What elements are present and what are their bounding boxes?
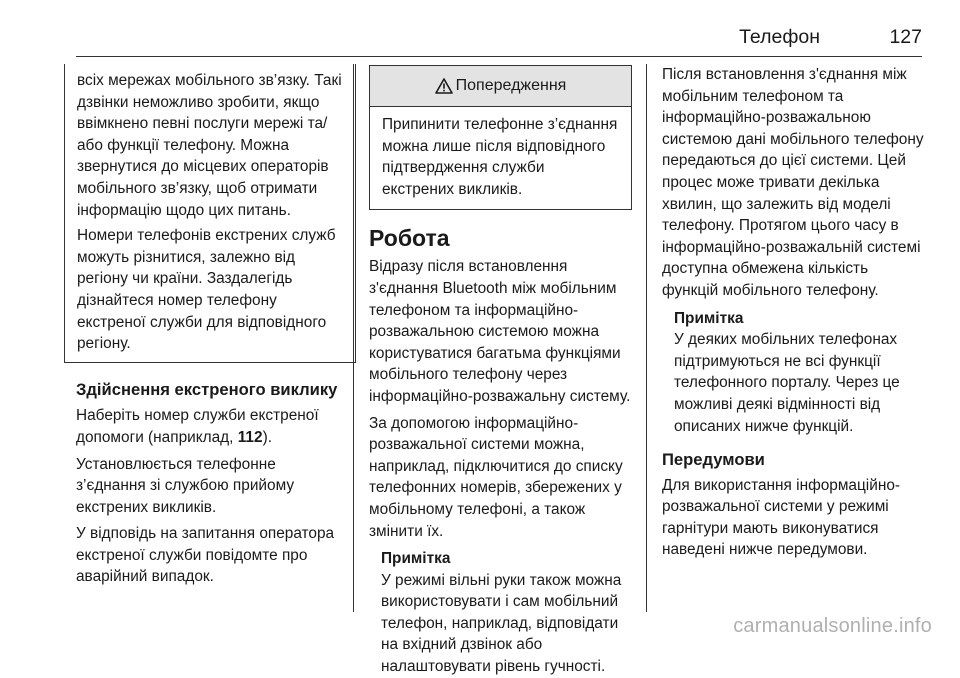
box-paragraph: всіх мережах мобільного зв’язку. Такі дзвінки неможливо зробити, якщо ввімкнено певні послуги мережі та/або функції телефону. Можна звернутися до місцевих операторів мобільного зв’язку, щоб отримати інформацію щодо цих питань. xyxy=(77,72,342,219)
paragraph: За допомогою інформаційно-розважальної системи можна, наприклад, підключитися до списку телефонних номерів, збережених у мобільному телефоні, а також змінити їх. xyxy=(369,414,623,540)
column-divider-right xyxy=(646,64,647,612)
warning-triangle-icon xyxy=(435,78,453,94)
header-divider xyxy=(76,56,922,57)
prerequisites-heading: Передумови xyxy=(662,450,765,470)
section-title: Телефон xyxy=(739,26,820,48)
warning-text: Припинити телефонне з’єднання можна лише після відповідного підтвердження служби екстрених викликів. xyxy=(382,116,618,198)
continued-warning-box xyxy=(64,64,356,363)
paragraph: Після встановлення з'єднання між мобільним телефоном та інформаційно-розважальною системою дані мобільного телефону передаються до цієї системи. Цей процес може тривати декілька хвилин, що залежить від моделі телефону. Протягом цього часу в інформаційно-розважальній системі доступна обмежена кількість функцій мобільного телефону. xyxy=(662,66,924,299)
paragraph: Відразу після встановлення з'єднання Bluetooth між мобільним телефоном та інформаційно-розважальною системою можна користуватися багатьма функціями мобільного телефону через інформаційно-розважальну систему. xyxy=(369,258,631,405)
emergency-call-heading: Здійснення екстреного виклику xyxy=(76,379,338,399)
paragraph: Наберіть номер служби екстреної допомоги (наприклад, 112). xyxy=(76,407,319,446)
warning-header xyxy=(370,66,631,107)
paragraph: У відповідь на запитання оператора екстреної служби повідомте про аварійний випадок. xyxy=(76,525,335,586)
watermark: carmanualsonline.info xyxy=(733,615,932,637)
note-title: Примітка xyxy=(674,309,744,327)
warning-title: Попередження xyxy=(455,77,567,95)
warning-box xyxy=(369,65,632,210)
paragraph: Установлюється телефонне з’єднання зі службою прийому екстрених викликів. xyxy=(76,455,295,516)
page-header xyxy=(0,26,922,54)
note-block xyxy=(381,548,632,678)
note-text: У режимі вільні руки також можна використовувати і сам мобільний телефон, наприклад, відповідати на вхідний дзвінок або налаштовувати рівень гучності. xyxy=(381,571,622,676)
emergency-number: 112 xyxy=(237,428,263,446)
note-title: Примітка xyxy=(381,550,451,568)
column-1 xyxy=(76,64,342,588)
page-number: 127 xyxy=(889,26,922,48)
note-text: У деяких мобільних телефонах підтримуються не всі функції телефонного порталу. Через це можливі деякі відмінності від описаних нижче функцій. xyxy=(674,331,900,435)
paragraph: Для використання інформаційно-розважальної системи у режимі гарнітури мають виконуватися наведені нижче передумови. xyxy=(662,476,901,559)
column-2 xyxy=(369,64,632,678)
note-block xyxy=(674,308,924,438)
column-3 xyxy=(662,64,924,561)
box-paragraph: Номери телефонів екстрених служб можуть різнитися, залежно від регіону чи країни. Заздалегідь дізнайтеся номер телефону екстреної служби для відповідного регіону. xyxy=(77,227,336,353)
operation-heading: Робота xyxy=(369,225,450,252)
